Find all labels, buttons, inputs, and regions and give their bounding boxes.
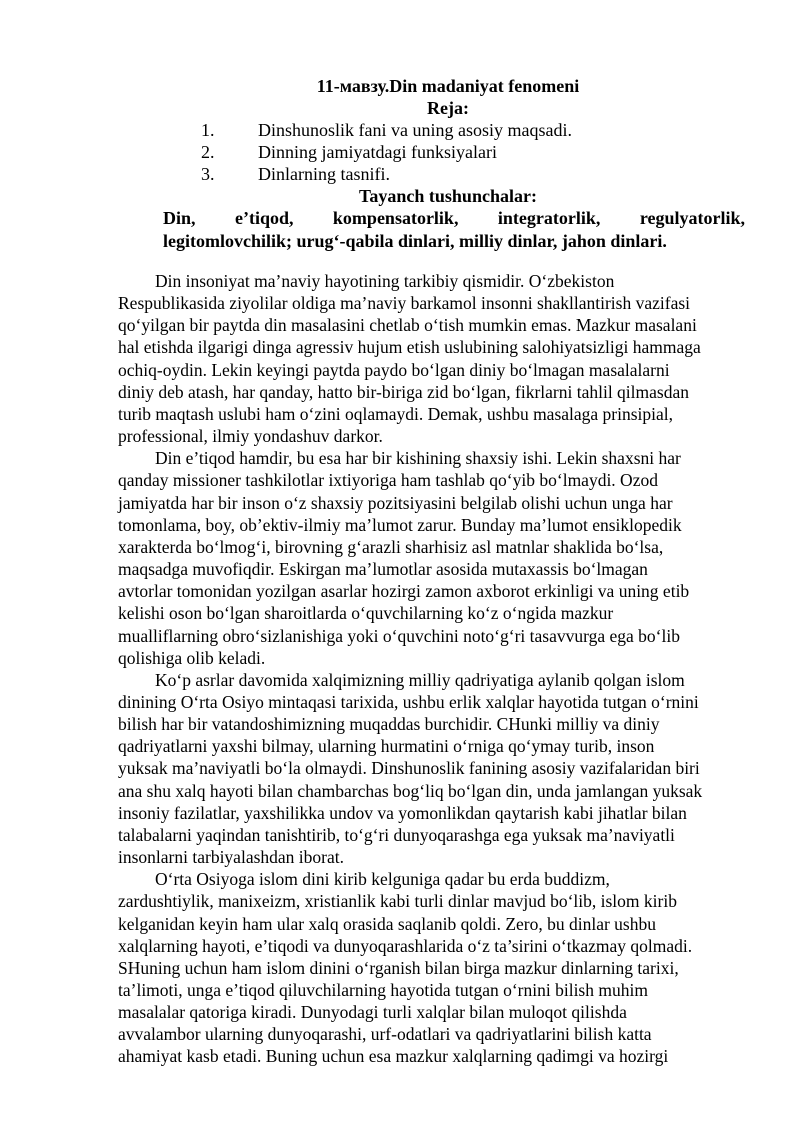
page-title: 11-мавзу.Din madaniyat fenomeni [316,76,580,96]
plan-item-number: 1. [201,120,215,140]
paragraph-line: xarakterda bo‘lmog‘i, birovning g‘arazli sharhisiz asl matnlar shaklida bo‘lsa, [118,536,664,557]
paragraph-line: zardushtiylik, manixeizm, xristianlik kabi turli dinlar mavjud bo‘lib, islom kirib [118,891,677,912]
paragraph-line: kelishi oson bo‘lgan sharoitlarda o‘quvchilarning ko‘z o‘ngida mazkur [118,603,614,624]
paragraph-line: O‘rta Osiyoga islom dini kirib kelguniga qadar bu erda buddizm, [155,869,610,890]
paragraph-line: avvalambor ularning dunyoqarashi, urf-odatlari va qadriyatlarini bilish katta [118,1024,652,1045]
plan-item-number: 2. [201,142,215,162]
paragraph-line: ana shu xalq hayoti bilan chambarchas bog‘liq bo‘lgan din, unda jamlangan yuksak [118,780,703,801]
plan-heading: Reja: [427,98,469,118]
keywords-list [163,207,745,253]
keywords-line: Din, e’tiqod, kompensatorlik, integratorlik, regulyatorlik, [163,208,745,228]
paragraph-line: avtorlar tomonidan yozilgan asarlar hozirgi zamon axborot erkinligi va uning etib [118,581,690,602]
paragraph-line: qadriyatlarni yaxshi bilmay, ularning hurmatini o‘rniga qo‘ymay turib, inson [118,736,655,757]
paragraph-line: mualliflarning obro‘sizlanishiga yoki o‘quvchini noto‘g‘ri tasavvurga ega bo‘lib [118,625,680,646]
paragraph-line: qolishiga olib keladi. [118,647,266,668]
paragraph-line: ochiq-oydin. Lekin keyingi paytda paydo bo‘lgan diniy bo‘lmagan masalalarni [118,359,670,380]
paragraph-line: dinining O‘rta Osiyo mintaqasi tarixida, ushbu erlik xalqlar hayotida tutgan o‘rnini [118,691,699,712]
paragraph-line: ta’limoti, unga e’tiqod qiluvchilarning hayotida tutgan o‘rnini bilish muhim [118,980,648,1000]
plan-item [0,142,800,164]
paragraph-line: Ko‘p asrlar davomida xalqimizning milliy qadriyatiga aylanib qolgan islom [155,669,685,690]
paragraph-line: ahamiyat kasb etadi. Buning uchun esa mazkur xalqlarning qadimgi va hozirgi [118,1046,669,1067]
paragraph-line: professional, ilmiy yondashuv darkor. [118,426,383,447]
paragraph-line: tomonlama, boy, ob’ektiv-ilmiy ma’lumot zarur. Bunday ma’lumot ensiklopedik [118,514,682,535]
paragraph-line: SHuning uchun ham islom dinini o‘rganish bilan birga mazkur dinlarning tarixi, [118,957,679,978]
plan-item-number: 3. [201,164,215,184]
paragraph-line: jamiyatda har bir inson o‘z shaxsiy pozitsiyasini belgilab olishi uchun unga har [118,492,673,513]
paragraph-line: xalqlarning hayoti, e’tiqodi va dunyoqarashlarida o‘z ta’sirini o‘tkazmay qolmadi. [118,935,693,956]
paragraph [118,270,740,447]
paragraph-line: Din e’tiqod hamdir, bu esa har bir kishining shaxsiy ishi. Lekin shaxsni har [155,448,681,469]
paragraph-line: Din insoniyat ma’naviy hayotining tarkibiy qismidir. O‘zbekiston [155,271,615,291]
paragraph-line: hal etishda ilgarigi dinga agressiv hujum etish uslubining salohiyatsizligi hammaga [118,337,701,358]
paragraph-line: diniy deb atash, har qanday, hatto bir-biriga zid bo‘lgan, fikrlarni tahlil qilmasdan [118,381,689,402]
paragraph-line: qo‘yilgan bir paytda din masalasini chetlab o‘tish mumkin emas. Mazkur masalani [118,315,697,336]
paragraph-line: maqsadga muvofiqdir. Eskirgan ma’lumotlar asosida mutaxassis bo‘lmagan [118,559,648,580]
paragraph [118,447,740,669]
paragraph-line: masalalar qatoriga kiradi. Dunyodagi turli xalqlar bilan muloqot qilishda [118,1002,627,1023]
paragraph [118,868,740,1067]
plan-item [0,120,800,142]
paragraph [118,669,740,868]
plan-item-text: Dinlarning tasnifi. [258,164,390,184]
paragraph-line: talabalarni yaqindan tanishtirib, to‘g‘ri dunyoqarashga ega yuksak ma’naviyatli [118,824,675,845]
body-text [118,270,740,1068]
plan-list [0,120,800,186]
paragraph-line: kelganidan keyin ham ular xalq orasida saqlanib qoldi. Zero, bu dinlar ushbu [118,913,656,934]
paragraph-line: yuksak ma’naviyatli bo‘la olmaydi. Dinshunoslik fanining asosiy vazifalaridan biri [118,758,700,779]
plan-item-text: Dinning jamiyatdagi funksiyalari [258,142,497,162]
paragraph-line: Respublikasida ziyolilar oldiga ma’naviy barkamol insonni shakllantirish vazifasi [118,293,691,314]
paragraph-line: insonlarni tarbiyalashdan iborat. [118,847,344,868]
plan-item-text: Dinshunoslik fani va uning asosiy maqsadi. [258,120,572,140]
paragraph-line: turib maqtash uslubi ham o‘zini oqlamaydi. Demak, ushbu masalaga prinsipial, [118,403,674,424]
paragraph-line: qanday missioner tashkilotlar ixtiyoriga ham tashlab qo‘yib bo‘lmaydi. Ozod [118,470,658,491]
paragraph-line: bilish har bir vatandoshimizning muqaddas burchidir. CHunki milliy va diniy [118,714,660,735]
keywords-heading: Tayanch tushunchalar: [359,186,537,206]
keywords-line: legitomlovchilik; urug‘-qabila dinlari, milliy dinlar, jahon dinlari. [163,231,667,251]
plan-item [0,164,800,186]
paragraph-line: insoniy fazilatlar, yaxshilikka undov va yomonlikdan qaytarish kabi jihatlar bilan [118,802,687,823]
